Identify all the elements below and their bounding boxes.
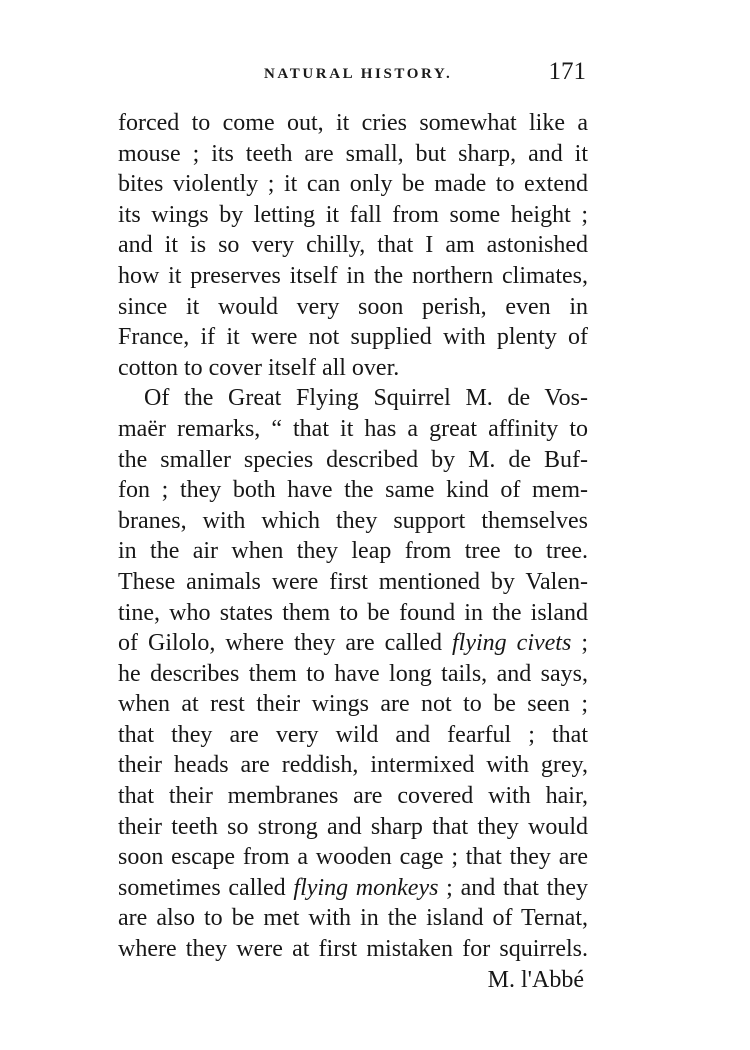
- running-title: NATURAL HISTORY.: [264, 66, 453, 82]
- page-number: 171: [548, 58, 586, 85]
- running-head: [264, 60, 588, 90]
- text-line: fon ; they both have the same kind of mem-: [118, 477, 588, 504]
- text-line: mouse ; its teeth are small, but sharp, and it: [118, 140, 588, 167]
- text-line: its wings by letting it fall from some height ;: [118, 201, 588, 228]
- text-line: he describes them to have long tails, and says,: [118, 660, 588, 687]
- paragraph: [118, 108, 588, 383]
- text-run: ;: [571, 630, 588, 657]
- text-line: [118, 628, 588, 659]
- text-line: their heads are reddish, intermixed with grey,: [118, 752, 588, 779]
- text-run: ; and that they: [438, 874, 588, 901]
- text-line: their teeth so strong and sharp that they would: [118, 813, 588, 840]
- text-line: and it is so very chilly, that I am astonished: [118, 232, 588, 259]
- text-line: branes, with which they support themselves: [118, 507, 588, 534]
- text-line: cotton to cover itself all over.: [118, 354, 400, 381]
- text-line: forced to come out, it cries somewhat like a: [118, 110, 588, 136]
- text-line: Of the Great Flying Squirrel M. de Vos-: [144, 385, 588, 412]
- text-run: sometimes called: [118, 874, 294, 901]
- text-line: These animals were first mentioned by Valen-: [118, 568, 588, 595]
- text-line: since it would very soon perish, even in: [118, 293, 588, 320]
- text-line: when at rest their wings are not to be seen ;: [118, 691, 588, 718]
- catchword: M. l'Abbé: [487, 966, 584, 993]
- text-line: where they were at first mistaken for squirrels.: [118, 936, 588, 963]
- text-line: tine, who states them to be found in the island: [118, 599, 588, 626]
- text-line: France, if it were not supplied with plenty of: [118, 324, 588, 351]
- text-line: [118, 873, 588, 904]
- text-line: bites violently ; it can only be made to extend: [118, 171, 588, 198]
- text-line: maër remarks, “ that it has a great affinity to: [118, 415, 588, 442]
- text-line: that their membranes are covered with hair,: [118, 783, 588, 810]
- text-line: are also to be met with in the island of Ternat,: [118, 905, 588, 932]
- paragraph: [118, 383, 588, 964]
- text-line: in the air when they leap from tree to tree.: [118, 538, 588, 565]
- body-text: [118, 108, 588, 995]
- text-line: the smaller species described by M. de Buf-: [118, 446, 588, 473]
- text-line: how it preserves itself in the northern climates,: [118, 262, 588, 289]
- text-line: soon escape from a wooden cage ; that they are: [118, 844, 588, 871]
- italic-term: flying monkeys: [293, 874, 439, 901]
- text-line: that they are very wild and fearful ; that: [118, 721, 588, 748]
- text-run: of Gilolo, where they are called: [118, 630, 452, 657]
- italic-term: flying civets: [451, 630, 572, 657]
